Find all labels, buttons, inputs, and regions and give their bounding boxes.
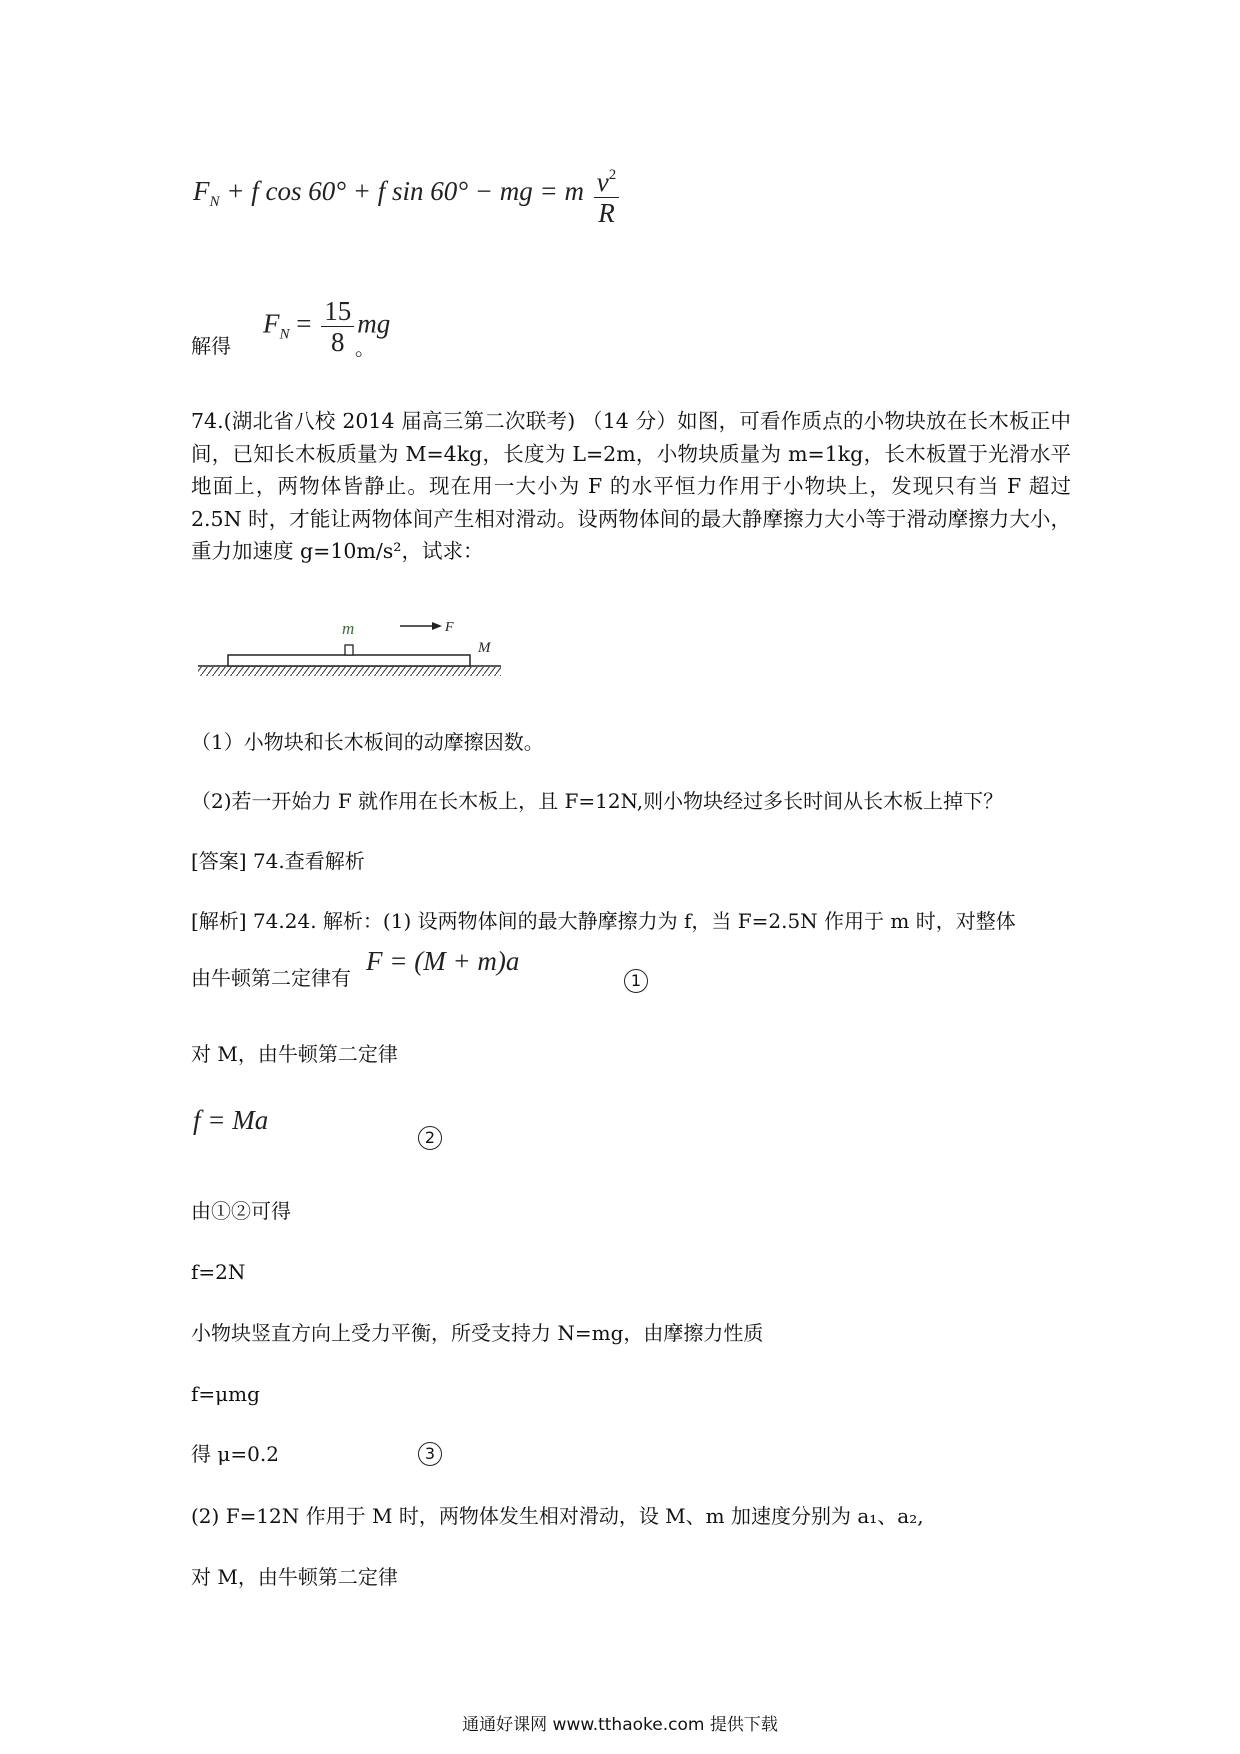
friction-value: f=2N [191,1260,246,1284]
formula-body: + f cos 60° + f sin 60° − mg = m [219,176,591,207]
label-m: m [342,619,355,638]
part-2-line: (2) F=12N 作用于 M 时，两物体发生相对滑动，设 M、m 加速度分别为 a₁、a₂, [191,1504,924,1528]
jiede-label: 解得 [191,334,231,358]
formula-symbol-f: F [263,308,280,339]
analysis-line-2: 由牛顿第二定律有 [191,966,351,990]
question-74: 74.(湖北省八校 2014 届高三第二次联考) （14 分）如图，可看作质点的小物块放在长木板正中间，已知长木板质量为 M=4kg，长度为 L=2m，小物块质量为 m=1kg，长木板置于光滑水平地面上，两物体皆静止。现在用一大小为 F 的水平恒力作用于小物块上，发现只有当 F 超过 2.5N 时，才能让两物体间产生相对滑动。设两物体间的最大静摩擦力大小等于滑动摩擦力大小，重力加速度 g=10m/s²，试求： [191,409,1071,563]
friction-formula: f=μmg [191,1382,260,1406]
newton-m-line-2: 对 M，由牛顿第二定律 [191,1565,398,1589]
mu-result: 得 μ=0.2 [191,1442,279,1466]
combine-line: 由①②可得 [191,1199,291,1223]
formula-rhs: mg [357,308,391,339]
formula-fraction [321,296,354,357]
formula-whole-system: F = (M + m)a [366,946,520,976]
circled-number-2: 2 [418,1126,442,1150]
sub-question-1: （1）小物块和长木板间的动摩擦因数。 [191,730,544,754]
sub-question-2: （2)若一开始力 F 就作用在长木板上，且 F=12N,则小物块经过多长时间从长木板上掉下？ [191,789,1004,813]
long-board [228,655,470,666]
numerator-exponent: 2 [608,167,617,183]
block-board-diagram [196,610,506,684]
force-arrowhead [432,622,442,630]
answer-line: [答案] 74.查看解析 [191,849,365,873]
fraction-numerator: v [596,167,609,197]
small-block [345,645,353,655]
footer-watermark: 通通好课网 www.tthaoke.com 提供下载 [462,1715,778,1735]
formula-equals: = [289,308,319,339]
label-F: F [445,620,454,635]
formula-subscript: N [279,326,290,343]
ground-hatching [198,667,501,676]
analysis-line-1: [解析] 74.24. 解析：(1) 设两物体间的最大静摩擦力为 f，当 F=2.5N 作用于 m 时，对整体 [191,909,1016,933]
fraction-denominator: R [598,198,615,228]
fraction-numerator: 15 [321,296,354,327]
period: 。 [355,336,375,360]
label-M: M [478,640,491,656]
fraction-denominator: 8 [331,327,345,357]
circled-number-1: 1 [624,969,648,993]
formula-symbol-f: F [193,176,210,207]
diagram-svg [196,610,506,680]
circled-number-3: 3 [418,1442,442,1466]
newton-m-line-1: 对 M，由牛顿第二定律 [191,1042,398,1066]
formula-board: f = Ma [193,1105,269,1135]
formula-centripetal [193,160,622,228]
vertical-balance-line: 小物块竖直方向上受力平衡，所受支持力 N=mg，由摩擦力性质 [191,1321,764,1345]
formula-subscript: N [209,194,220,211]
formula-fraction [594,160,619,228]
